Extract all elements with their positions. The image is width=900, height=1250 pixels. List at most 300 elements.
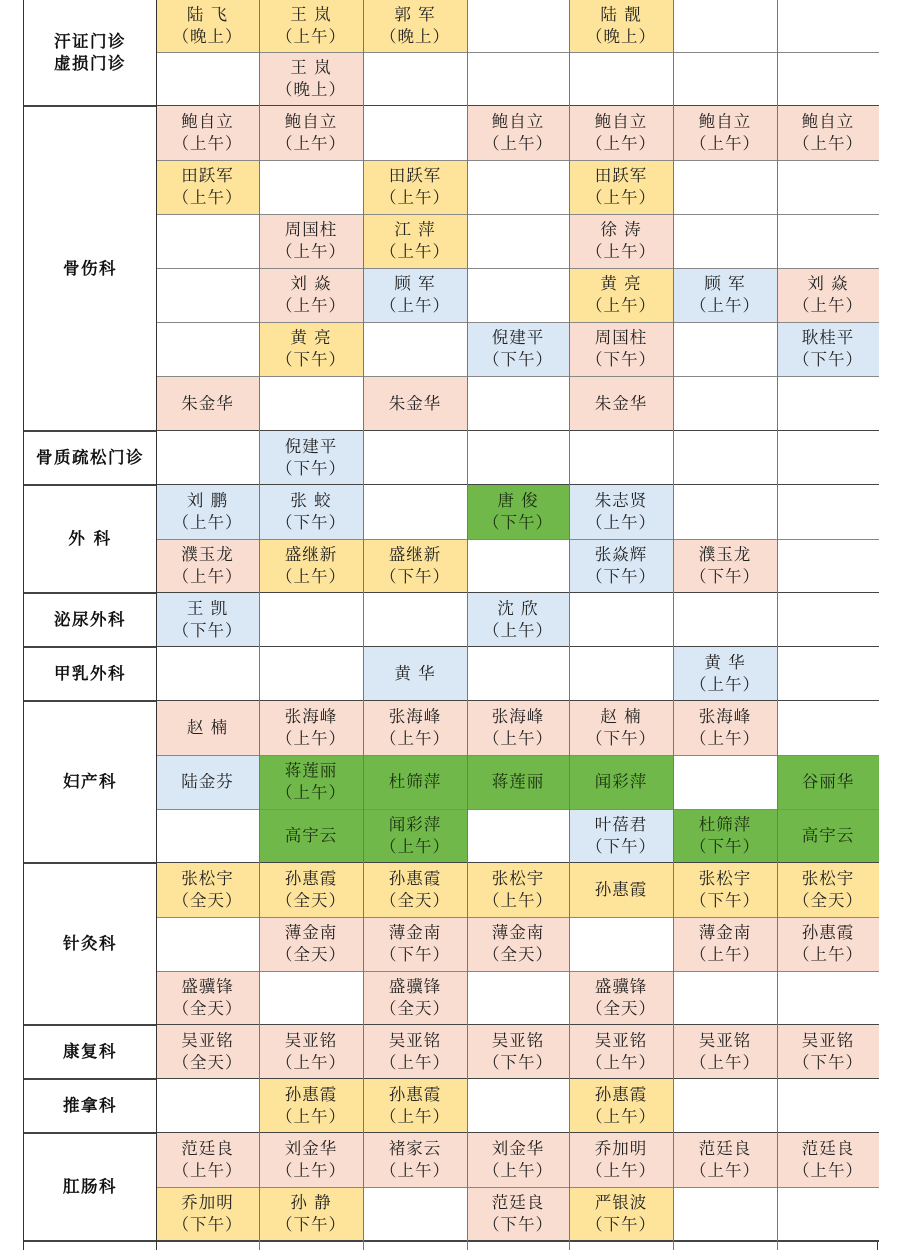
- schedule-cell: [156, 1133, 259, 1187]
- empty-cell: [673, 431, 777, 485]
- session-time: （上午）: [690, 134, 760, 153]
- column-divider: [467, 0, 468, 1250]
- session-time: （全天）: [276, 891, 346, 910]
- doctor-name: 黄 华: [704, 653, 746, 672]
- empty-cell: [673, 376, 777, 431]
- session-time: （上午）: [586, 1053, 656, 1072]
- doctor-name: 刘 焱: [290, 274, 332, 293]
- empty-cell: [777, 593, 879, 647]
- department-name: 骨伤科: [63, 258, 117, 278]
- empty-cell: [363, 52, 467, 106]
- session-time: （全天）: [380, 891, 450, 910]
- schedule-cell: [259, 539, 363, 593]
- session-time: （上午）: [276, 783, 346, 802]
- doctor-name: 田跃军: [181, 166, 234, 185]
- session-time: （上午）: [276, 242, 346, 261]
- empty-cell: [777, 647, 879, 701]
- doctor-name: 黄 华: [394, 664, 436, 683]
- schedule-cell: [569, 268, 673, 322]
- schedule-cell: [467, 1133, 569, 1187]
- schedule-cell: [259, 214, 363, 268]
- column-divider: [259, 0, 260, 1250]
- doctor-name: 张松宇: [491, 869, 545, 888]
- schedule-cell: [259, 0, 363, 52]
- session-time: （上午）: [586, 513, 656, 532]
- doctor-name: 褚家云: [388, 1139, 442, 1158]
- schedule-cell: [363, 809, 467, 863]
- schedule-cell: [673, 701, 777, 755]
- doctor-name: 张海峰: [698, 707, 752, 726]
- session-time: （下午）: [483, 513, 553, 532]
- doctor-name: 范廷良: [698, 1139, 752, 1158]
- empty-cell: [673, 214, 777, 268]
- schedule-cell: [259, 431, 363, 485]
- session-time: （上午）: [172, 513, 243, 532]
- schedule-cell: [259, 1025, 363, 1079]
- session-time: （上午）: [172, 188, 243, 207]
- session-time: （上午）: [483, 134, 553, 153]
- schedule-cell: [777, 755, 879, 809]
- row-divider: [156, 376, 879, 377]
- session-time: （下午）: [793, 350, 863, 369]
- session-time: （全天）: [483, 945, 553, 964]
- empty-cell: [363, 1187, 467, 1241]
- schedule-cell: [363, 863, 467, 917]
- empty-cell: [777, 701, 879, 755]
- session-time: （上午）: [172, 1161, 243, 1180]
- schedule-cell: [156, 755, 259, 809]
- department-name: 妇产科: [63, 772, 117, 791]
- empty-cell: [467, 268, 569, 322]
- doctor-name: 黄 亮: [290, 328, 332, 347]
- empty-cell: [777, 431, 879, 485]
- row-divider: [156, 52, 879, 53]
- schedule-cell: [467, 322, 569, 376]
- doctor-name: 濮玉龙: [698, 545, 752, 564]
- doctor-name: 蒋莲丽: [491, 772, 545, 791]
- empty-cell: [467, 376, 569, 431]
- schedule-cell: [259, 755, 363, 809]
- schedule-cell: [259, 809, 363, 863]
- row-divider: [156, 214, 879, 215]
- empty-cell: [467, 647, 569, 701]
- doctor-name: 徐 涛: [600, 220, 642, 239]
- doctor-name: 朱金华: [181, 393, 234, 413]
- schedule-cell: [259, 1079, 363, 1133]
- schedule-cell: [259, 863, 363, 917]
- row-divider: [156, 971, 879, 972]
- session-time: （上午）: [690, 1161, 760, 1180]
- doctor-name: 张松宇: [698, 869, 752, 888]
- doctor-name: 朱金华: [388, 393, 442, 413]
- session-time: （上午）: [380, 1107, 450, 1126]
- schedule-cell: [259, 485, 363, 539]
- schedule-cell: [569, 701, 673, 755]
- session-time: （下午）: [586, 567, 656, 586]
- empty-cell: [467, 539, 569, 593]
- session-time: （全天）: [276, 945, 346, 964]
- schedule-cell: [569, 214, 673, 268]
- doctor-name: 沈 欣: [497, 599, 539, 618]
- session-time: （晚上）: [586, 27, 656, 46]
- doctor-name: 刘 焱: [807, 274, 849, 293]
- doctor-name: 范廷良: [181, 1139, 234, 1158]
- schedule-cell: [259, 52, 363, 106]
- session-time: （下午）: [690, 837, 760, 856]
- doctor-name: 薄金南: [491, 923, 545, 942]
- empty-cell: [156, 647, 259, 701]
- schedule-cell: [569, 1133, 673, 1187]
- column-divider: [777, 0, 778, 1250]
- department-label: [24, 593, 156, 647]
- department-label: [24, 1025, 156, 1079]
- department-name: 康复科: [63, 1042, 117, 1061]
- column-divider: [569, 0, 570, 1250]
- doctor-name: 赵 楠: [600, 707, 642, 726]
- session-time: （上午）: [380, 729, 450, 748]
- session-time: （上午）: [483, 621, 553, 640]
- schedule-cell: [569, 485, 673, 539]
- doctor-name: 鲍自立: [698, 112, 752, 131]
- doctor-name: 张海峰: [388, 707, 442, 726]
- doctor-name: 陆金芬: [181, 772, 234, 791]
- doctor-name: 张松宇: [181, 869, 234, 888]
- schedule-cell: [156, 863, 259, 917]
- doctor-name: 倪建平: [284, 437, 338, 456]
- session-time: （下午）: [172, 621, 243, 640]
- empty-cell: [673, 160, 777, 214]
- doctor-name: 薄金南: [698, 923, 752, 942]
- schedule-cell: [569, 971, 673, 1025]
- session-time: （全天）: [172, 999, 243, 1018]
- doctor-name: 闻彩萍: [388, 815, 442, 834]
- schedule-cell: [777, 322, 879, 376]
- session-time: （上午）: [586, 134, 656, 153]
- empty-cell: [673, 485, 777, 539]
- session-time: （上午）: [483, 891, 553, 910]
- doctor-name: 盛继新: [284, 545, 338, 564]
- session-time: （下午）: [276, 350, 346, 369]
- doctor-name: 刘金华: [491, 1139, 545, 1158]
- schedule-cell: [363, 1025, 467, 1079]
- session-time: （上午）: [380, 837, 450, 856]
- doctor-name: 周国柱: [594, 328, 648, 347]
- schedule-cell: [467, 917, 569, 971]
- session-time: （下午）: [690, 567, 760, 586]
- session-time: （下午）: [483, 1215, 553, 1234]
- schedule-cell: [467, 701, 569, 755]
- empty-cell: [156, 322, 259, 376]
- empty-cell: [569, 647, 673, 701]
- schedule-cell: [673, 268, 777, 322]
- empty-cell: [673, 0, 777, 52]
- session-time: （下午）: [276, 513, 346, 532]
- empty-cell: [673, 322, 777, 376]
- session-time: （上午）: [276, 729, 346, 748]
- doctor-name: 盛骥锋: [594, 977, 648, 996]
- session-time: （晚上）: [172, 27, 243, 46]
- schedule-cell: [259, 106, 363, 160]
- session-time: （上午）: [690, 296, 760, 315]
- session-time: （下午）: [793, 1053, 863, 1072]
- doctor-name: 田跃军: [594, 166, 648, 185]
- schedule-cell: [673, 1025, 777, 1079]
- row-divider: [156, 809, 879, 810]
- empty-cell: [777, 539, 879, 593]
- session-time: （上午）: [793, 1161, 863, 1180]
- schedule-cell: [777, 863, 879, 917]
- schedule-cell: [156, 701, 259, 755]
- empty-cell: [467, 214, 569, 268]
- schedule-cell: [673, 539, 777, 593]
- schedule-cell: [569, 0, 673, 52]
- column-divider: [673, 0, 674, 1250]
- doctor-name: 孙 静: [290, 1193, 332, 1212]
- session-time: （全天）: [172, 891, 243, 910]
- session-time: （下午）: [276, 459, 346, 478]
- empty-cell: [673, 1079, 777, 1133]
- row-divider: [156, 917, 879, 918]
- empty-cell: [363, 485, 467, 539]
- session-time: （上午）: [276, 296, 346, 315]
- session-time: （上午）: [380, 296, 450, 315]
- session-time: （下午）: [586, 1215, 656, 1234]
- doctor-name: 耿桂平: [801, 328, 855, 347]
- session-time: （上午）: [380, 188, 450, 207]
- department-divider: [24, 1240, 879, 1242]
- doctor-name: 孙惠霞: [388, 1085, 442, 1104]
- doctor-name: 鲍自立: [801, 112, 855, 131]
- schedule-cell: [156, 593, 259, 647]
- schedule-cell: [259, 917, 363, 971]
- empty-cell: [467, 431, 569, 485]
- doctor-name: 吴亚铭: [491, 1031, 545, 1050]
- doctor-name: 黄 亮: [600, 274, 642, 293]
- schedule-cell: [569, 1079, 673, 1133]
- session-time: （上午）: [276, 27, 346, 46]
- empty-cell: [467, 52, 569, 106]
- doctor-name: 朱志贤: [594, 491, 648, 510]
- department-name: 汗证门诊: [54, 32, 126, 51]
- doctor-name: 乔加明: [594, 1139, 648, 1158]
- empty-cell: [467, 971, 569, 1025]
- doctor-name: 孙惠霞: [594, 880, 648, 899]
- session-time: （全天）: [172, 1053, 243, 1072]
- empty-cell: [156, 268, 259, 322]
- schedule-cell: [777, 106, 879, 160]
- empty-cell: [777, 1079, 879, 1133]
- schedule-cell: [156, 106, 259, 160]
- department-label: [24, 431, 156, 485]
- doctor-name: 张海峰: [491, 707, 545, 726]
- schedule-cell: [363, 1079, 467, 1133]
- empty-cell: [259, 593, 363, 647]
- doctor-name: 吴亚铭: [181, 1031, 234, 1050]
- session-time: （上午）: [690, 1053, 760, 1072]
- doctor-name: 严银波: [594, 1193, 648, 1212]
- doctor-name: 陆 靓: [600, 5, 642, 24]
- doctor-name: 顾 军: [394, 274, 436, 293]
- session-time: （上午）: [586, 188, 656, 207]
- empty-cell: [777, 214, 879, 268]
- department-label: [24, 485, 156, 593]
- empty-cell: [363, 593, 467, 647]
- empty-cell: [777, 52, 879, 106]
- empty-cell: [259, 376, 363, 431]
- session-time: （下午）: [380, 945, 450, 964]
- session-time: （上午）: [483, 1161, 553, 1180]
- doctor-name: 刘 鹏: [186, 491, 229, 510]
- schedule-cell: [363, 539, 467, 593]
- schedule-cell: [673, 917, 777, 971]
- doctor-name: 周国柱: [284, 220, 338, 239]
- schedule-cell: [777, 917, 879, 971]
- schedule-cell: [467, 593, 569, 647]
- schedule-cell: [363, 1133, 467, 1187]
- empty-cell: [156, 1079, 259, 1133]
- schedule-cell: [363, 755, 467, 809]
- empty-cell: [156, 809, 259, 863]
- session-time: （下午）: [483, 1053, 553, 1072]
- row-divider: [156, 160, 879, 161]
- doctor-name: 张焱辉: [594, 545, 648, 564]
- doctor-name: 高宇云: [284, 826, 338, 845]
- schedule-cell: [156, 1025, 259, 1079]
- session-time: （下午）: [690, 891, 760, 910]
- doctor-name: 王 岚: [290, 58, 332, 77]
- schedule-cell: [569, 755, 673, 809]
- doctor-name: 鲍自立: [491, 112, 545, 131]
- row-divider: [156, 322, 879, 323]
- empty-cell: [156, 52, 259, 106]
- doctor-name: 杜筛萍: [698, 815, 752, 834]
- doctor-name: 赵 楠: [186, 718, 229, 737]
- empty-cell: [673, 755, 777, 809]
- schedule-cell: [156, 539, 259, 593]
- doctor-name: 孙惠霞: [801, 923, 855, 942]
- column-divider: [156, 0, 158, 1250]
- column-divider: [363, 0, 364, 1250]
- doctor-name: 张松宇: [801, 869, 855, 888]
- session-time: （上午）: [380, 1161, 450, 1180]
- department-name: 泌尿外科: [54, 610, 126, 629]
- department-label: [24, 647, 156, 701]
- session-time: （上午）: [276, 134, 346, 153]
- session-time: （上午）: [276, 1107, 346, 1126]
- session-time: （上午）: [793, 945, 863, 964]
- empty-cell: [777, 1187, 879, 1241]
- schedule-cell: [467, 863, 569, 917]
- empty-cell: [259, 971, 363, 1025]
- empty-cell: [777, 376, 879, 431]
- empty-cell: [777, 485, 879, 539]
- session-time: （上午）: [586, 296, 656, 315]
- session-time: （下午）: [276, 1215, 346, 1234]
- department-label: [24, 701, 156, 863]
- empty-cell: [363, 322, 467, 376]
- schedule-cell: [156, 376, 259, 431]
- schedule-cell: [363, 376, 467, 431]
- schedule-cell: [569, 376, 673, 431]
- session-time: （下午）: [483, 350, 553, 369]
- doctor-name: 鲍自立: [181, 112, 234, 131]
- doctor-name: 叶蓓君: [594, 815, 648, 834]
- doctor-name: 闻彩萍: [594, 772, 648, 791]
- session-time: （全天）: [793, 891, 863, 910]
- schedule-cell: [363, 971, 467, 1025]
- schedule-cell: [569, 809, 673, 863]
- schedule-cell: [569, 539, 673, 593]
- doctor-name: 谷丽华: [801, 772, 855, 791]
- schedule-cell: [673, 647, 777, 701]
- department-label: [24, 0, 156, 106]
- department-name: 推拿科: [63, 1096, 117, 1115]
- session-time: （上午）: [276, 567, 346, 586]
- session-time: （上午）: [586, 1107, 656, 1126]
- department-name: 虚损门诊: [54, 54, 126, 73]
- doctor-name: 孙惠霞: [284, 869, 338, 888]
- session-time: （下午）: [586, 837, 656, 856]
- doctor-name: 张 蛟: [290, 491, 332, 510]
- empty-cell: [569, 431, 673, 485]
- department-label: [24, 863, 156, 1025]
- schedule-cell: [363, 647, 467, 701]
- session-time: （下午）: [586, 350, 656, 369]
- doctor-name: 张海峰: [284, 707, 338, 726]
- empty-cell: [467, 160, 569, 214]
- department-name: 骨质疏松门诊: [36, 448, 144, 467]
- schedule-cell: [777, 1025, 879, 1079]
- department-name: 肛肠科: [63, 1177, 117, 1196]
- schedule-cell: [777, 809, 879, 863]
- doctor-name: 吴亚铭: [698, 1031, 752, 1050]
- empty-cell: [569, 593, 673, 647]
- schedule-cell: [156, 1187, 259, 1241]
- schedule-cell: [156, 971, 259, 1025]
- session-time: （上午）: [276, 1053, 346, 1072]
- session-time: （晚上）: [276, 80, 346, 99]
- empty-cell: [467, 0, 569, 52]
- doctor-name: 薄金南: [388, 923, 442, 942]
- schedule-cell: [673, 1133, 777, 1187]
- row-divider: [156, 539, 879, 540]
- empty-cell: [673, 971, 777, 1025]
- schedule-cell: [673, 863, 777, 917]
- empty-cell: [569, 917, 673, 971]
- schedule-table: [23, 0, 878, 1250]
- schedule-cell: [569, 1187, 673, 1241]
- doctor-name: 吴亚铭: [388, 1031, 442, 1050]
- doctor-name: 吴亚铭: [594, 1031, 648, 1050]
- session-time: （下午）: [380, 567, 450, 586]
- doctor-name: 朱金华: [594, 393, 648, 413]
- schedule-cell: [156, 485, 259, 539]
- doctor-name: 孙惠霞: [388, 869, 442, 888]
- empty-cell: [259, 647, 363, 701]
- empty-cell: [777, 160, 879, 214]
- schedule-cell: [363, 214, 467, 268]
- session-time: （上午）: [276, 1161, 346, 1180]
- doctor-name: 鲍自立: [594, 112, 648, 131]
- session-time: （下午）: [586, 729, 656, 748]
- department-label: [24, 1079, 156, 1133]
- doctor-name: 陆 飞: [186, 5, 229, 24]
- empty-cell: [156, 214, 259, 268]
- doctor-name: 濮玉龙: [181, 545, 234, 564]
- empty-cell: [156, 917, 259, 971]
- doctor-name: 蒋莲丽: [284, 761, 338, 780]
- department-name: 针灸科: [63, 934, 117, 953]
